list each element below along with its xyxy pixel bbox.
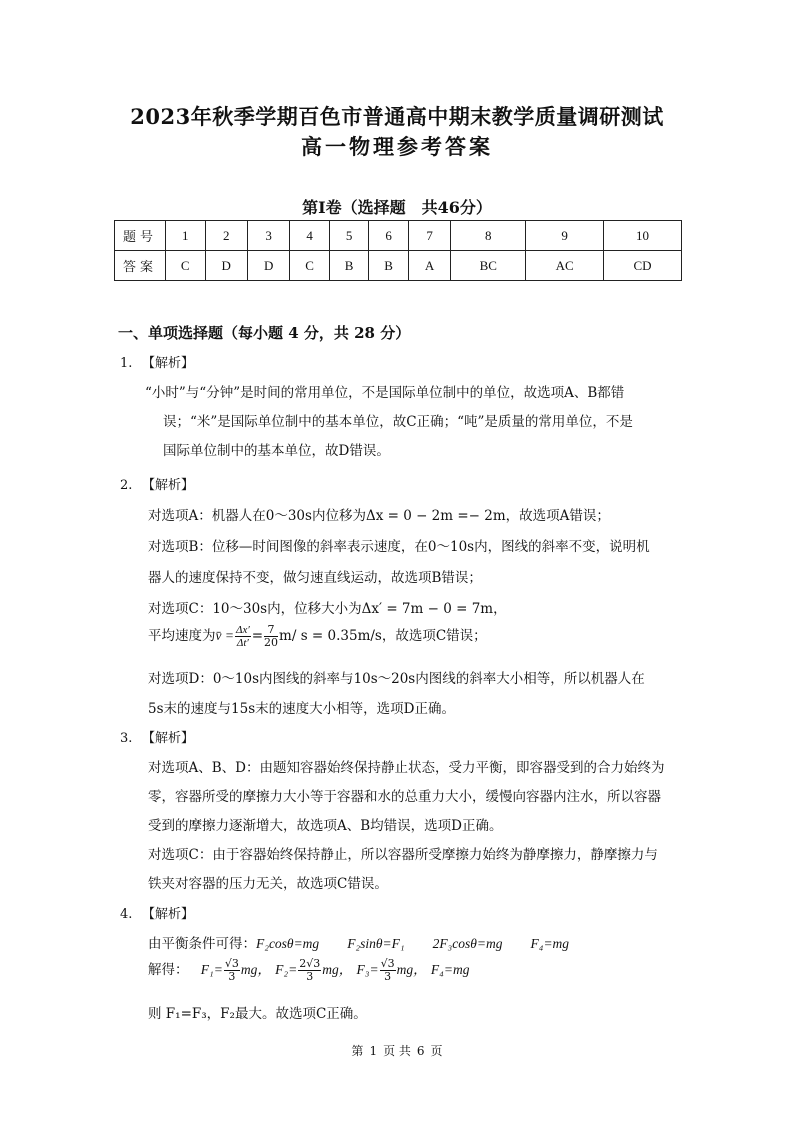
analysis-tag: 【解析】 xyxy=(142,356,195,371)
fraction-numerator: √3 xyxy=(224,957,239,970)
solution-lhs: F₄=mg xyxy=(430,962,470,977)
answer-table-row-answers xyxy=(115,251,682,281)
explanation-line: 对选项B：位移—时间图像的斜率表示速度，在0～10s内，图线的斜率不变，说明机 xyxy=(148,539,650,555)
footer-prefix: 第 xyxy=(351,1044,364,1058)
fraction xyxy=(380,958,396,983)
question-number: 3. xyxy=(120,731,133,746)
answer-cell: BC xyxy=(451,251,526,281)
equation: 2F₃cosθ=mg xyxy=(432,936,503,951)
explanation-text: m/ s = 0.35m/s，故选项C错误； xyxy=(279,628,487,644)
footer-suffix: 页 xyxy=(430,1044,443,1058)
equation: F₂sinθ=F₁ xyxy=(347,936,405,951)
formula-vbar: v̄ = xyxy=(215,628,234,643)
page-total: 6 xyxy=(416,1044,425,1058)
solution-lhs: F₁= xyxy=(200,962,223,977)
document-title: 2023年秋季学期百色市普通高中期末教学质量调研测试 xyxy=(130,104,664,129)
fraction-numerator: Δx′ xyxy=(235,624,250,636)
question-number-cell: 3 xyxy=(247,221,289,251)
fraction-dx-dt xyxy=(235,624,251,649)
question-number: 4. xyxy=(120,907,133,922)
analysis-tag: 【解析】 xyxy=(142,731,195,746)
footer-middle: 页 共 xyxy=(383,1044,411,1058)
explanation-line: 器人的速度保持不变，做匀速直线运动，故选项B错误； xyxy=(148,570,482,586)
answer-cell: A xyxy=(408,251,450,281)
conclusion-line: 则 F₁=F₃，F₂最大。故选项C正确。 xyxy=(148,1006,367,1022)
solution-tail: mg， xyxy=(240,962,271,977)
equilibrium-equations-line xyxy=(148,932,569,952)
solution-tail: mg， xyxy=(396,962,427,977)
fraction-denominator: 20 xyxy=(264,636,279,649)
explanation-text: 平均速度为 xyxy=(148,628,216,644)
answer-table xyxy=(114,220,682,281)
explanation-line: 对选项A：机器人在0～30s内位移为Δx = 0 − 2m =− 2m，故选项A错误； xyxy=(148,508,610,524)
explanation-text: 解得： xyxy=(148,962,189,978)
fraction-numerator: √3 xyxy=(380,957,395,970)
fraction xyxy=(298,958,321,983)
fraction-numerator: 7 xyxy=(264,624,278,637)
equation: F₂cosθ=mg xyxy=(256,936,320,951)
explanation-line: “小时”与“分钟”是时间的常用单位，不是国际单位制中的单位，故选项A、B都错 xyxy=(145,385,625,401)
question-label xyxy=(120,352,194,371)
explanation-line: 对选项D：0～10s内图线的斜率与10s～20s内图线的斜率大小相等，所以机器人在 xyxy=(148,671,645,687)
question-label xyxy=(120,903,194,922)
fraction-7-20 xyxy=(264,624,278,649)
section-heading: 第Ⅰ卷（选择题 共46分） xyxy=(302,198,492,217)
answer-cell: D xyxy=(247,251,289,281)
page-number: 1 xyxy=(369,1044,378,1058)
question-number-cell: 6 xyxy=(369,221,409,251)
fraction-denominator: 3 xyxy=(384,970,392,983)
answer-cell: B xyxy=(369,251,409,281)
question-number-cell: 4 xyxy=(290,221,330,251)
analysis-tag: 【解析】 xyxy=(142,478,195,493)
explanation-line: 5s末的速度与15s末的速度大小相等，选项D正确。 xyxy=(148,701,455,717)
answer-cell: B xyxy=(329,251,369,281)
fraction-numerator: 2√3 xyxy=(299,957,321,970)
formula-equals: = xyxy=(251,628,264,644)
part-heading: 一、单项选择题（每小题 4 分，共 28 分） xyxy=(118,324,411,342)
question-number-cell: 1 xyxy=(166,221,206,251)
answer-cell: D xyxy=(205,251,247,281)
answer-cell: C xyxy=(290,251,330,281)
equation: F₄=mg xyxy=(530,936,570,951)
question-label xyxy=(120,727,194,746)
row-header-answer: 答案 xyxy=(115,251,166,281)
explanation-line: 对选项C：由于容器始终保持静止，所以容器所受摩擦力始终为静摩擦力，静摩擦力与 xyxy=(148,847,658,863)
answer-cell: C xyxy=(166,251,206,281)
explanation-line: 零，容器所受的摩擦力大小等于容器和水的总重力大小，缓慢向容器内注水，所以容器 xyxy=(148,789,661,805)
fraction-denominator: Δt′ xyxy=(236,637,249,649)
average-velocity-line xyxy=(148,624,487,649)
question-number-cell: 8 xyxy=(451,221,526,251)
fraction-denominator: 3 xyxy=(306,970,314,983)
solution-line xyxy=(148,958,469,983)
explanation-line: 受到的摩擦力逐渐增大，故选项A、B均错误，选项D正确。 xyxy=(148,818,503,834)
question-number-cell: 9 xyxy=(526,221,604,251)
question-number: 2. xyxy=(120,478,133,493)
question-label xyxy=(120,474,194,493)
answer-table-row-questions xyxy=(115,221,682,251)
question-number-cell: 7 xyxy=(408,221,450,251)
question-number-cell: 5 xyxy=(329,221,369,251)
document-subtitle: 高一物理参考答案 xyxy=(301,134,493,159)
fraction xyxy=(224,958,240,983)
fraction-denominator: 3 xyxy=(228,970,236,983)
answer-cell: CD xyxy=(604,251,682,281)
question-number-cell: 10 xyxy=(604,221,682,251)
solution-lhs: F₂= xyxy=(275,962,298,977)
question-number: 1. xyxy=(120,356,133,371)
page-footer xyxy=(0,1042,794,1059)
explanation-line: 对选项A、B、D：由题知容器始终保持静止状态，受力平衡，即容器受到的合力始终为 xyxy=(148,760,665,776)
row-header-question: 题号 xyxy=(115,221,166,251)
solution-tail: mg， xyxy=(322,962,353,977)
explanation-line: 国际单位制中的基本单位，故D错误。 xyxy=(163,443,390,459)
solution-lhs: F₃= xyxy=(356,962,379,977)
explanation-line: 铁夹对容器的压力无关，故选项C错误。 xyxy=(148,876,388,892)
explanation-line: 对选项C：10～30s内，位移大小为Δx′ = 7m − 0 = 7m， xyxy=(148,601,507,617)
explanation-line: 误；“米”是国际单位制中的基本单位，故C正确；“吨”是质量的常用单位，不是 xyxy=(163,414,633,430)
analysis-tag: 【解析】 xyxy=(142,907,195,922)
explanation-text: 由平衡条件可得： xyxy=(148,936,256,952)
question-number-cell: 2 xyxy=(205,221,247,251)
answer-cell: AC xyxy=(526,251,604,281)
